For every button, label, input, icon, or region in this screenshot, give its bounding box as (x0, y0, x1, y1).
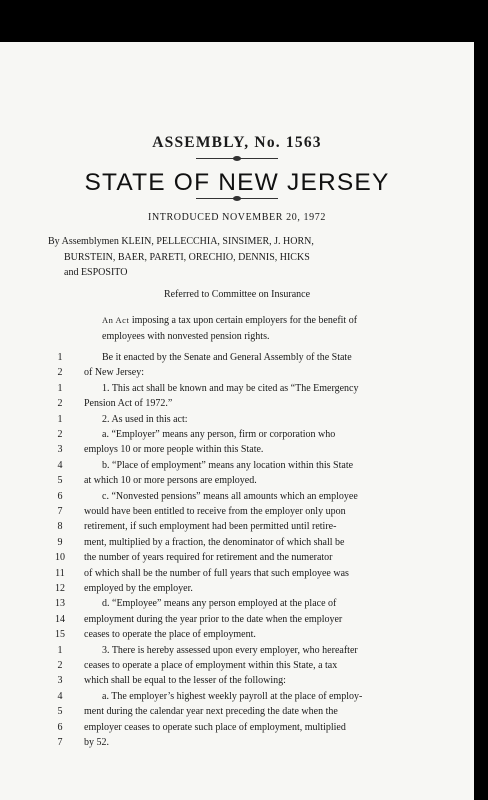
line-text: by 52. (84, 737, 109, 748)
line-number: 14 (55, 613, 65, 625)
bill-line (0, 598, 474, 613)
line-number: 2 (57, 398, 63, 410)
line-text: employed by the employer. (84, 583, 193, 594)
line-number: 1 (57, 413, 63, 425)
bill-line (0, 444, 474, 459)
line-text: employer ceases to operate such place of employment, multiplied (84, 721, 346, 733)
line-number: 10 (55, 552, 65, 564)
ornament-rule-bottom (0, 196, 474, 202)
bill-line (0, 675, 474, 690)
line-number: 6 (57, 490, 63, 502)
line-number: 7 (57, 737, 63, 748)
sponsors-line-1: By Assemblymen KLEIN, PELLECCHIA, SINSIMER, J. HORN, (48, 236, 314, 247)
bill-line (0, 521, 474, 536)
line-text: of which shall be the number of full years that such employee was (84, 567, 349, 579)
bill-line (0, 691, 474, 706)
bill-line (0, 645, 474, 660)
bill-number: ASSEMBLY, No. 1563 (152, 134, 322, 151)
scan-right-border (474, 0, 488, 800)
line-number: 2 (57, 429, 63, 440)
bill-line (0, 537, 474, 552)
line-text: ceases to operate the place of employment. (84, 629, 256, 641)
bill-line (0, 583, 474, 598)
bill-line (0, 629, 474, 644)
bill-line (0, 414, 474, 429)
line-text: 2. As used in this act: (102, 413, 188, 425)
line-text: Pension Act of 1972.” (84, 398, 173, 410)
line-text: c. “Nonvested pensions” means all amounts which an employee (102, 490, 358, 502)
line-number: 4 (57, 459, 63, 471)
line-text: employment during the year prior to the date when the employer (84, 613, 343, 625)
bill-line (0, 506, 474, 521)
line-number: 5 (57, 475, 63, 487)
line-text: employs 10 or more people within this State. (84, 444, 264, 456)
line-text: 3. There is hereby assessed upon every employer, who hereafter (102, 644, 358, 656)
line-number: 9 (57, 536, 63, 548)
line-text: ment, multiplied by a fraction, the denominator of which shall be (84, 536, 345, 548)
line-number: 1 (57, 382, 63, 394)
line-text: of New Jersey: (84, 367, 144, 379)
sponsors (48, 234, 442, 281)
line-number: 8 (57, 521, 63, 533)
act-title-line-1: imposing a tax upon certain employers for the benefit of (129, 315, 358, 326)
act-prefix: An Act (102, 315, 130, 325)
line-text: at which 10 or more persons are employed. (84, 475, 257, 487)
bill-line (0, 383, 474, 398)
line-text: the number of years required for retirement and the numerator (84, 552, 333, 564)
line-text: a. The employer’s highest weekly payroll at the place of employ- (102, 690, 363, 702)
line-number: 11 (55, 567, 65, 579)
bill-line (0, 352, 474, 367)
bill-line (0, 475, 474, 490)
line-text: 1. This act shall be known and may be cited as “The Emergency (102, 382, 359, 394)
line-text: ceases to operate a place of employment within this State, a tax (84, 660, 338, 671)
bill-line (0, 460, 474, 475)
sponsors-line-3: and ESPOSITO (64, 267, 128, 279)
bill-line (0, 737, 474, 752)
line-number: 12 (55, 583, 65, 594)
line-number: 2 (57, 367, 63, 379)
line-text: which shall be equal to the lesser of the following: (84, 675, 286, 687)
bill-line (0, 614, 474, 629)
scan-top-border (0, 0, 488, 42)
line-number: 13 (55, 598, 65, 610)
line-number: 6 (57, 721, 63, 733)
line-number: 1 (57, 352, 63, 363)
introduced-date: INTRODUCED NOVEMBER 20, 1972 (148, 212, 326, 223)
bill-line (0, 552, 474, 567)
bill-line (0, 568, 474, 583)
line-text: a. “Employer” means any person, firm or corporation who (102, 429, 336, 440)
line-text: d. “Employee” means any person employed at the place of (102, 598, 337, 610)
bill-line (0, 398, 474, 413)
bill-line (0, 722, 474, 737)
line-text: retirement, if such employment had been permitted until retire- (84, 521, 337, 533)
sponsors-line-2: BURSTEIN, BAER, PARETI, ORECHIO, DENNIS, HICKS (64, 251, 310, 263)
bill-line (0, 491, 474, 506)
act-title-line-2: employees with nonvested pension rights. (102, 330, 270, 342)
line-number: 2 (57, 660, 63, 671)
document-page (0, 42, 474, 800)
line-number: 15 (55, 629, 65, 641)
state-title: STATE OF NEW JERSEY (84, 169, 390, 196)
ornament-rule-top (0, 156, 474, 162)
bill-line (0, 660, 474, 675)
committee-referral: Referred to Committee on Insurance (163, 289, 311, 300)
bill-line (0, 367, 474, 382)
line-text: ment during the calendar year next preceding the date when the (84, 706, 338, 718)
act-title (84, 313, 404, 344)
line-number: 1 (57, 644, 63, 656)
line-text: b. “Place of employment” means any location within this State (102, 459, 354, 471)
bill-line (0, 429, 474, 444)
bill-line (0, 706, 474, 721)
line-number: 5 (57, 706, 63, 718)
line-text: Be it enacted by the Senate and General Assembly of the State (102, 352, 352, 363)
line-number: 3 (57, 675, 63, 687)
line-text: would have been entitled to receive from the employer only upon (84, 506, 346, 517)
line-number: 7 (57, 506, 63, 517)
line-number: 4 (57, 690, 63, 702)
line-number: 3 (57, 444, 63, 456)
